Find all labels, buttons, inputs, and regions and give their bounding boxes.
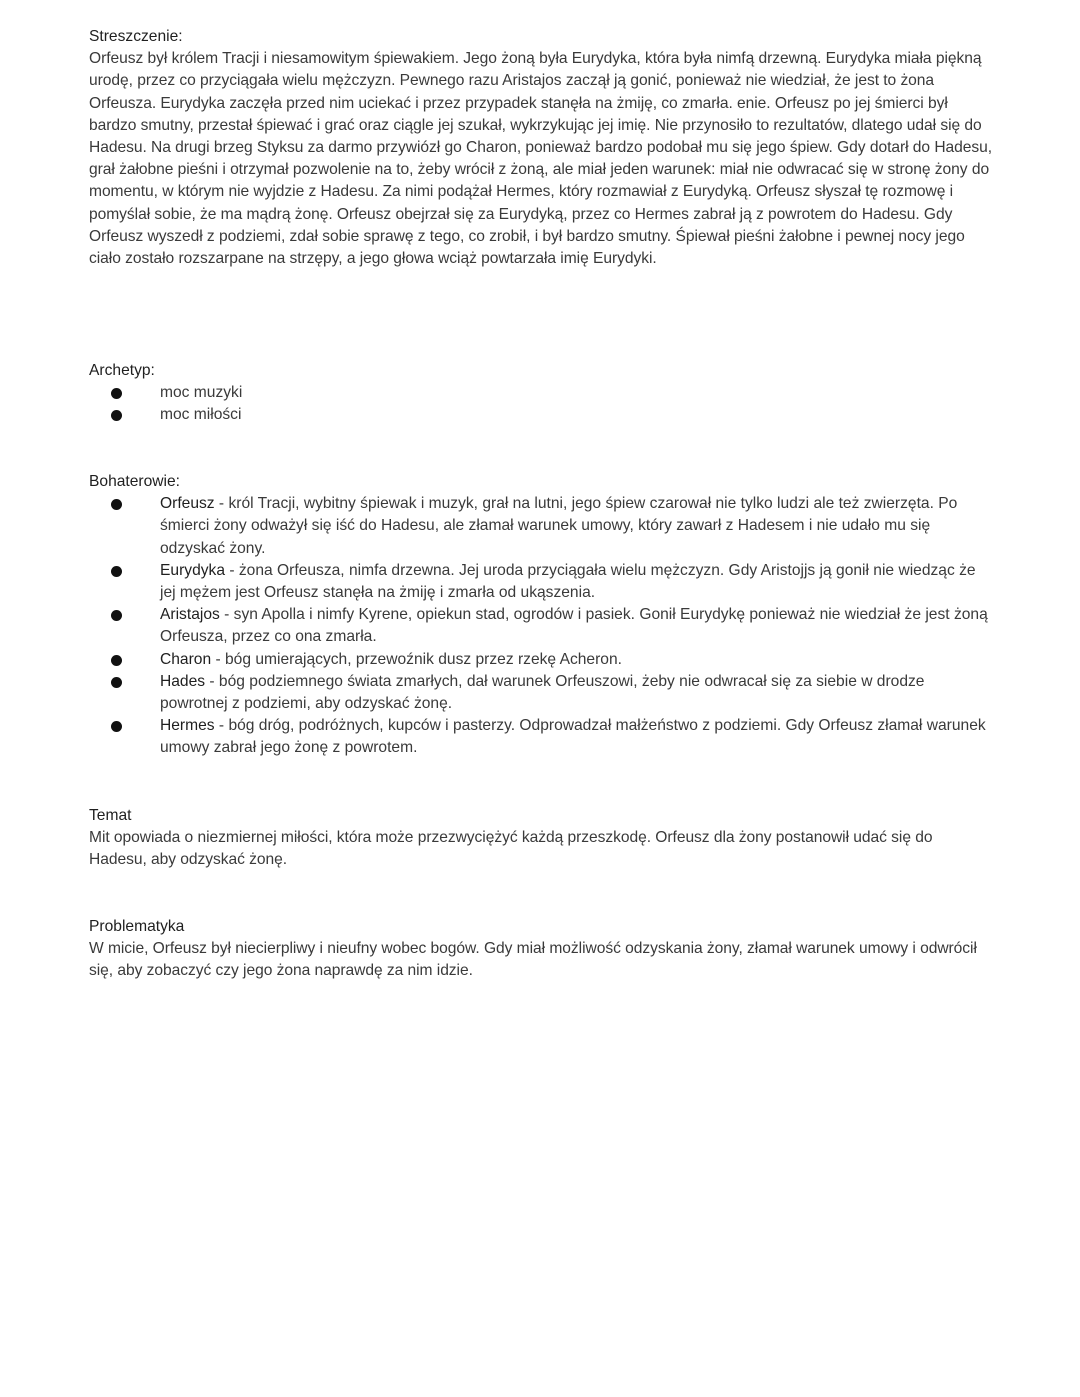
theme-text: Mit opowiada o niezmiernej miłości, która może przezwyciężyć każdą przeszkodę. Orfeusz dla żony postanowił udać się do Hadesu, aby odzyskać żonę.	[89, 829, 933, 869]
list-item	[89, 493, 994, 560]
archetype-list	[89, 382, 994, 426]
hero-description: - bóg podziemnego świata zmarłych, dał warunek Orfeuszowi, żeby nie odwracał się za siebie w drodze powrotnej z podziemi, aby odzyskać żonę.	[160, 672, 925, 713]
problems-text: W micie, Orfeusz był niecierpliwy i nieufny wobec bogów. Gdy miał możliwość odzyskania żony, złamał warunek umowy i odwrócił się, aby zobaczyć czy jego żona naprawdę za nim idzie.	[89, 940, 977, 980]
bullet-icon	[111, 610, 122, 621]
hero-description: - bóg dróg, podróżnych, kupców i pasterzy. Odprowadzał małżeństwo z podziemi. Gdy Orfeusz złamał warunek umowy zabrał jego żonę z powrotem.	[160, 717, 986, 757]
bullet-icon	[111, 410, 122, 421]
hero-name: Hermes	[160, 717, 215, 735]
bullet-icon	[111, 388, 122, 399]
summary-text: Orfeusz był królem Tracji i niesamowitym śpiewakiem. Jego żoną była Eurydyka, która była nimfą drzewną. Eurydyka miała piękną urodę, przez co przyciągała wielu mężczyzn. Pewnego razu Aristajos zaczął ją gonić, ponieważ nie wiedział, że jest to żona Orfeusza. Eurydyka zaczęła przed nim uciekać i przez przypadek stanęła na żmiję, co zmarła. enie. Orfeusz po jej śmierci był bardzo smutny, przestał śpiewać i grać oraz ciągle jej szukał, wykrzykując jej imię. Nie przynosiło to rezultatów, dlatego udał się do Hadesu. Na drugi brzeg Styksu za darmo przywiózł go Charon, ponieważ bardzo podobał mu się jego śpiew. Gdy dotarł do Hadesu, grał żałobne pieśni i otrzymał pozwolenie na to, żeby wrócił z żoną, ale miał jeden warunek: miał nie odwracać się w stronę żony do momentu, w którym nie wyjdzie z Hadesu. Za nimi podążał Hermes, który rozmawiał z Eurydyką. Orfeusz słyszał tę rozmowę i pomyślał sobie, że ma mądrą żonę. Orfeusz obejrzał się za Eurydyką, przez co Hermes zabrał ją z powrotem do Hadesu. Gdy Orfeusz wyszedł z podziemi, zdał sobie sprawę z tego, co zrobił, i był bardzo smutny. Śpiewał pieśni żałobne i pewnej nocy jego ciało zostało rozszarpane na strzępy, a jego głowa wciąż powtarzała imię Eurydyki.	[89, 50, 993, 268]
theme-heading: Temat	[89, 807, 132, 824]
hero-description: - król Tracji, wybitny śpiewak i muzyk, grał na lutni, jego śpiew czarował nie tylko ludzi ale też zwierzęta. Po śmierci żony odważył się iść do Hadesu, ale złamał warunek umowy, który zawarł z Hadesem i nie udało mu się odzyskać żony.	[160, 495, 958, 557]
heroes-heading: Bohaterowie:	[89, 473, 181, 490]
list-item	[89, 671, 994, 715]
heroes-list	[89, 493, 994, 759]
summary-section	[89, 26, 994, 270]
list-item	[89, 715, 994, 759]
archetype-item-text: moc muzyki	[160, 384, 243, 402]
hero-name: Orfeusz	[160, 495, 215, 513]
archetype-section	[89, 360, 994, 427]
archetype-heading: Archetyp:	[89, 362, 155, 379]
hero-name: Hades	[160, 672, 206, 690]
summary-heading: Streszczenie:	[89, 28, 183, 45]
archetype-item-text: moc miłości	[160, 406, 242, 424]
theme-section	[89, 805, 994, 872]
problems-heading: Problematyka	[89, 918, 185, 935]
list-item	[89, 382, 994, 404]
hero-description: - żona Orfeusza, nimfa drzewna. Jej uroda przyciągała wielu mężczyzn. Gdy Aristojjs ją gonił nie wiedząc że jej mężem jest Orfeusz stanęła na żmiję i zmarła od ukąszenia.	[160, 561, 976, 602]
hero-description: - syn Apolla i nimfy Kyrene, opiekun stad, ogrodów i pasiek. Gonił Eurydykę ponieważ nie wiedział że jest żoną Orfeusza, przez co ona zmarła.	[160, 606, 988, 646]
hero-description: - bóg umierających, przewoźnik dusz przez rzekę Acheron.	[211, 650, 622, 668]
problems-section	[89, 916, 994, 983]
hero-name: Eurydyka	[160, 561, 226, 579]
bullet-icon	[111, 566, 122, 577]
bullet-icon	[111, 721, 122, 732]
list-item	[89, 560, 994, 604]
list-item	[89, 404, 994, 426]
bullet-icon	[111, 677, 122, 688]
bullet-icon	[111, 499, 122, 510]
list-item	[89, 649, 994, 671]
hero-name: Charon	[160, 650, 212, 668]
hero-name: Aristajos	[160, 606, 220, 624]
bullet-icon	[111, 655, 122, 666]
list-item	[89, 604, 994, 648]
heroes-section	[89, 471, 994, 760]
